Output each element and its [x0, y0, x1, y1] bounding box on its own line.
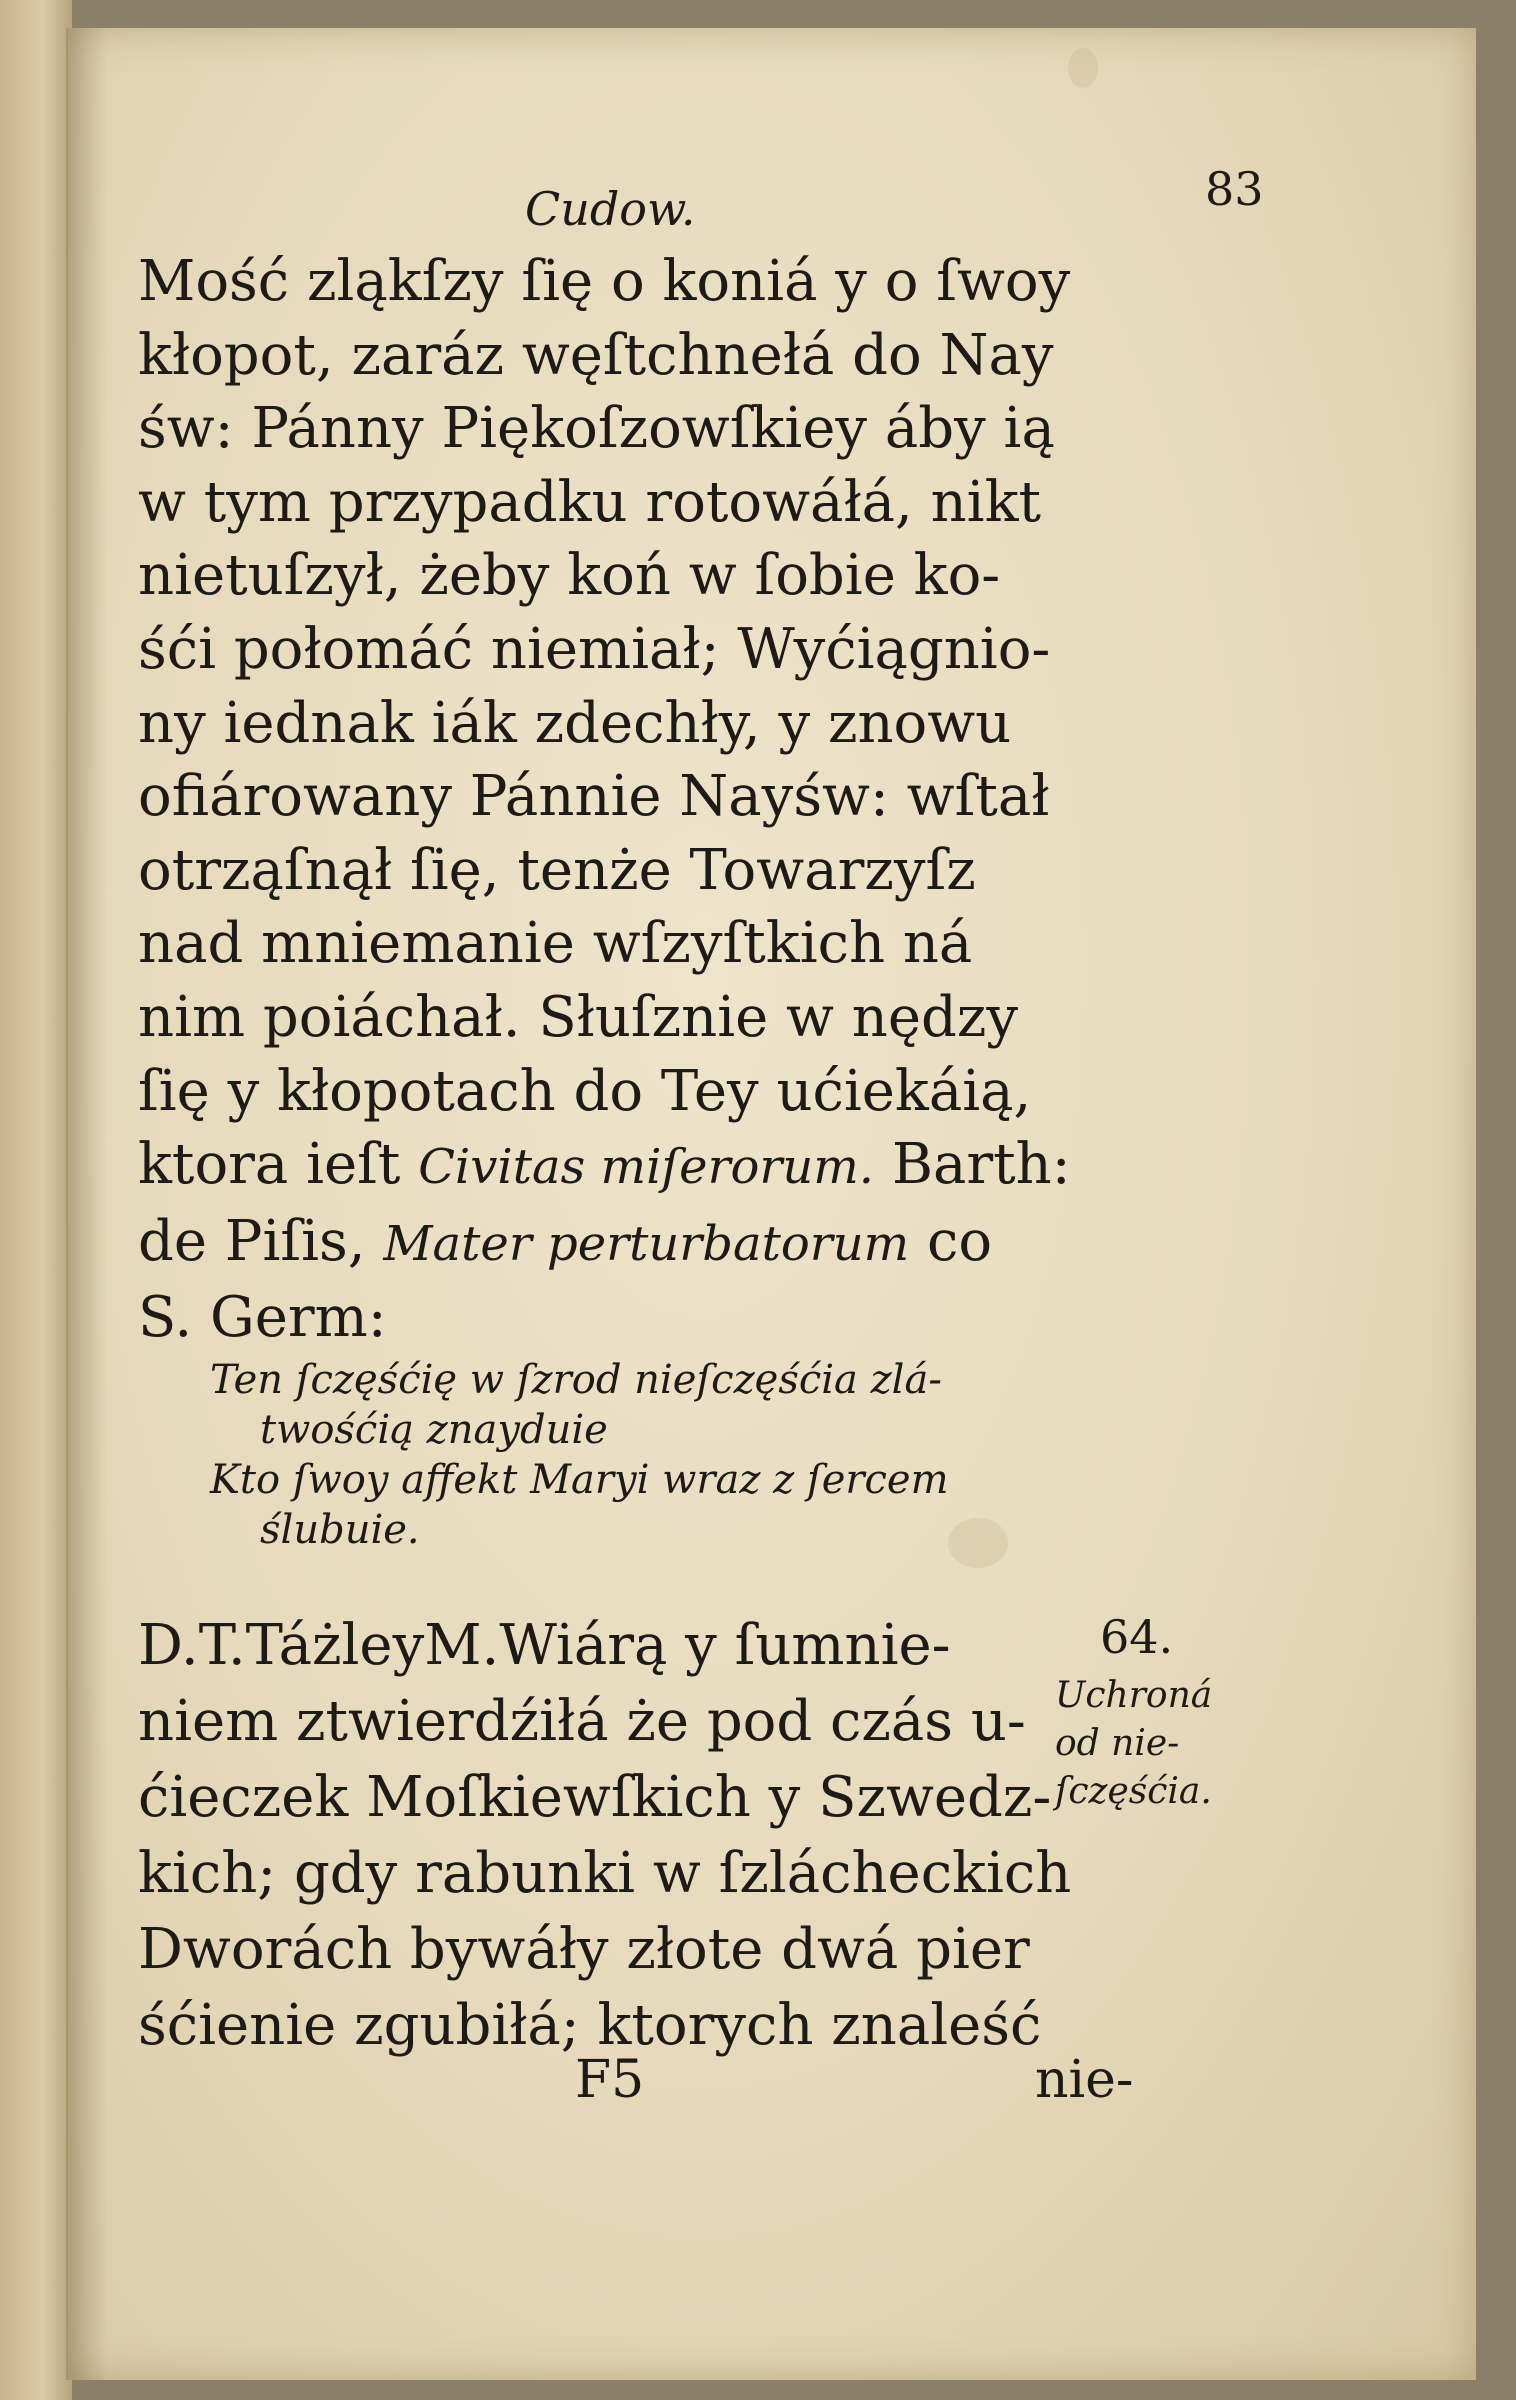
text-line: kich; gdy rabunki w ſzlácheckich [138, 1841, 1072, 1906]
text-segment: de Piſis, [138, 1208, 384, 1274]
margin-number: 64. [1100, 1610, 1174, 1664]
margin-note [1055, 1672, 1255, 1816]
verse-line: Ten ſczęśćię w ſzrod nieſczęśćia zlá- [210, 1357, 942, 1403]
catchword: nie- [1035, 2050, 1134, 2110]
text-line [138, 1205, 1058, 1282]
gutter-shadow [68, 28, 108, 2380]
latin-quote: Civitas miſerorum. [418, 1139, 875, 1196]
paragraph-2 [138, 1608, 1072, 2064]
signature-mark: F5 [575, 2050, 645, 2110]
margin-note-line: Uchroná [1055, 1675, 1213, 1716]
text-line: S. Germ: [138, 1285, 387, 1351]
verse-line: twośćią znayduie [260, 1407, 608, 1453]
text-line [138, 1128, 1071, 1205]
text-segment: ktora ieſt [138, 1132, 419, 1198]
text-line: ſię y kłopotach do Tey ućiekáią, [138, 1058, 1032, 1124]
paragraph-1 [138, 245, 1071, 1355]
text-line: kłopot, zaráz węſtchnełá do Nay [138, 322, 1054, 388]
text-line: Mość zląkſzy ſię o koniá y o ſwoy [138, 249, 1071, 314]
margin-note-line: od nie- [1055, 1723, 1180, 1764]
running-head: Cudow. [525, 182, 696, 236]
text-line: śćienie zgubiłá; ktorych znaleść [138, 1993, 1042, 2058]
text-segment: co [909, 1208, 993, 1274]
previous-page-edge [0, 0, 72, 2400]
text-line: Dworách bywáły złote dwá pier [138, 1917, 1030, 1982]
text-line: D.T.TáżleyM.Wiárą y ſumnie- [138, 1613, 951, 1678]
text-line: nim poiáchał. Słuſznie w nędzy [138, 984, 1018, 1050]
page-number: 83 [1205, 162, 1264, 216]
text-line: otrząſnął ſię, tenże Towarzyſz [138, 837, 976, 903]
verse-line: ślubuie. [260, 1507, 420, 1553]
margin-note-line: ſczęśćia. [1055, 1771, 1212, 1812]
text-line: ofiárowany Pánnie Nayśw: wſtał [138, 764, 1050, 830]
text-line: nad mniemanie wſzyſtkich ná [138, 911, 973, 977]
text-segment: Barth: [874, 1132, 1071, 1198]
text-line: w tym przypadku rotowáłá, nikt [138, 469, 1041, 535]
text-line: św: Pánny Piękoſzowſkiey áby ią [138, 396, 1055, 462]
text-line: ćieczek Moſkiewſkich y Szwedz- [138, 1765, 1052, 1830]
text-line: nietuſzył, żeby koń w ſobie ko- [138, 543, 1001, 609]
text-line: śći połomáć niemiał; Wyćiągnio- [138, 616, 1051, 682]
paper-stain [1068, 48, 1098, 88]
text-line: niem ztwierdźiłá że pod czás u- [138, 1689, 1026, 1754]
verse-block [210, 1355, 1060, 1555]
verse-line: Kto ſwoy affekt Maryi wraz z ſercem [210, 1457, 949, 1503]
text-line: ny iednak iák zdechły, y znowu [138, 690, 1012, 756]
latin-quote: Mater perturbatorum [383, 1215, 910, 1272]
